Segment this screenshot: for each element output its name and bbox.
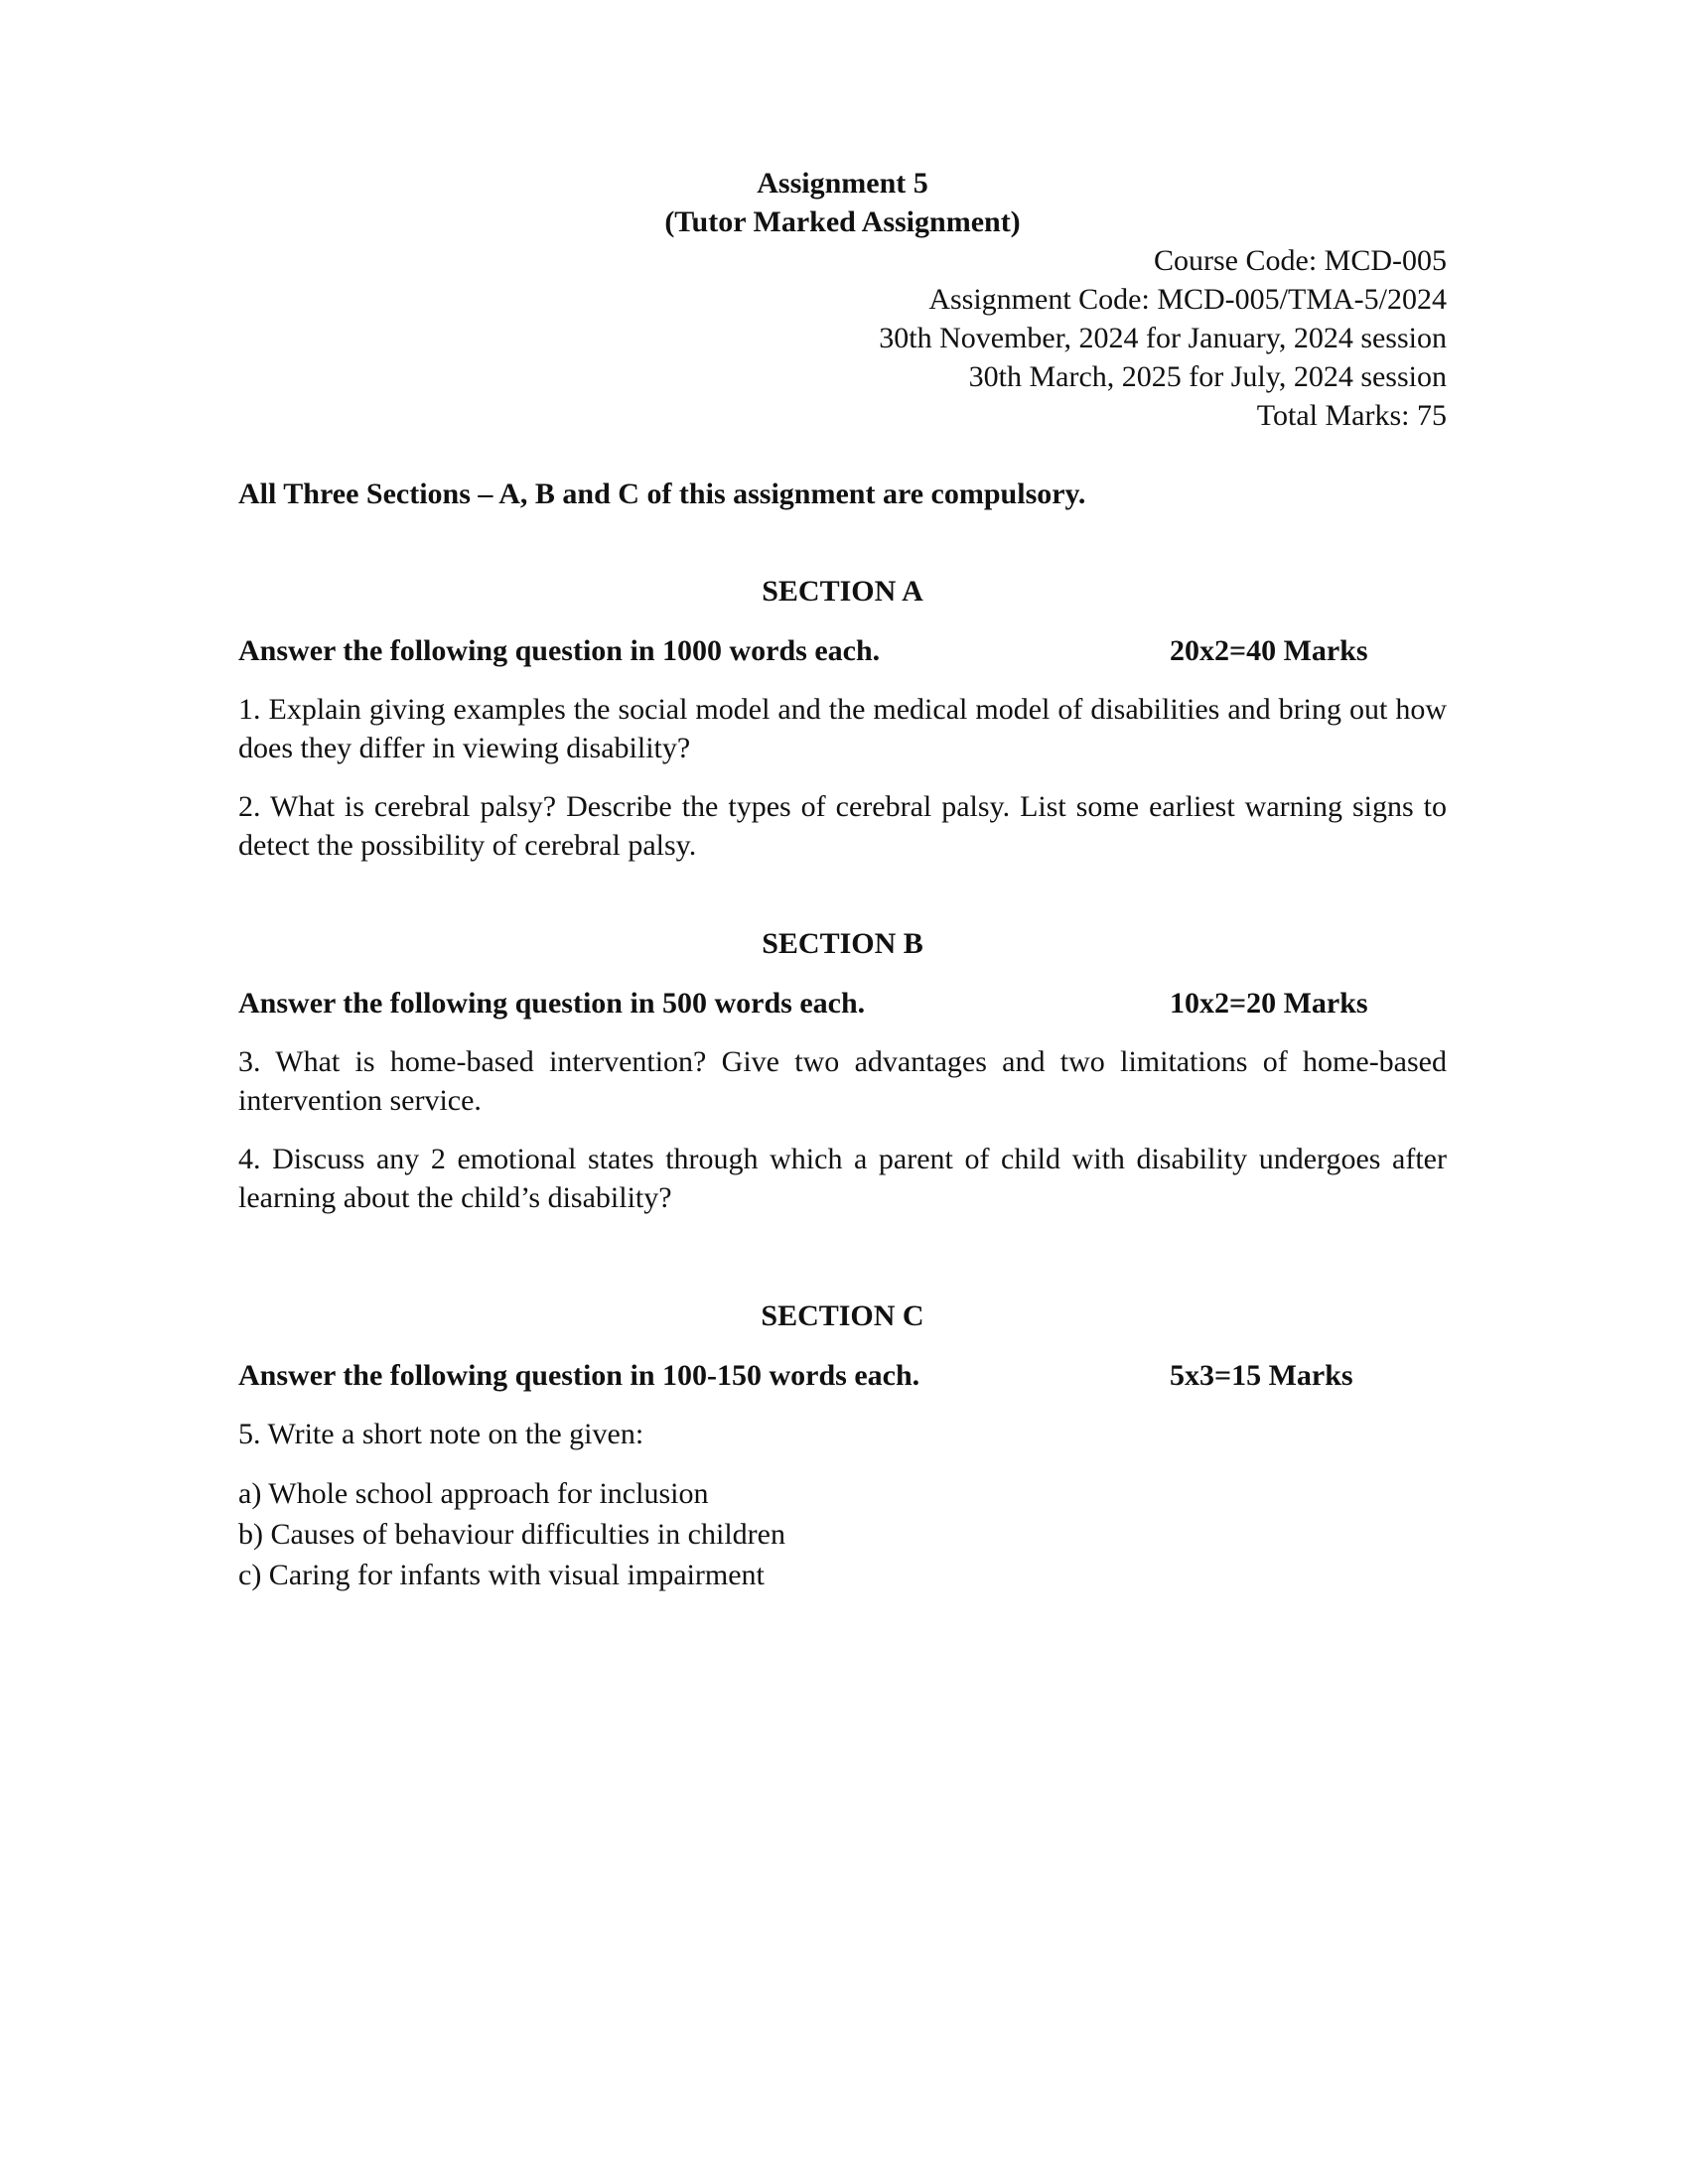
question-5-items [238,1473,1447,1595]
question-1: 1. Explain giving examples the social model and the medical model of disabilities and bring out how does they differ in viewing disability? [238,693,1447,764]
list-item: b) Causes of behaviour difficulties in children [238,1518,785,1551]
question-3: 3. What is home-based intervention? Give two advantages and two limitations of home-based intervention service. [238,1045,1447,1117]
list-item: c) Caring for infants with visual impairment [238,1559,765,1591]
assignment-title: Assignment 5 [757,167,928,200]
question-2: 2. What is cerebral palsy? Describe the types of cerebral palsy. List some earliest warning signs to detect the possibility of cerebral palsy. [238,790,1447,862]
deadline-july-session: 30th March, 2025 for July, 2024 session [968,360,1447,393]
question-5: 5. Write a short note on the given: [238,1418,644,1450]
section-b-marks: 10x2=20 Marks [1170,987,1368,1020]
section-c-heading: SECTION C [761,1299,924,1332]
section-a-instruction: Answer the following question in 1000 words each. [238,634,881,667]
section-b-instruction-row [238,984,1447,1023]
list-item: a) Whole school approach for inclusion [238,1477,709,1510]
section-c-instruction-row [238,1356,1447,1395]
section-a-heading: SECTION A [762,575,923,608]
course-code: Course Code: MCD-005 [1154,244,1447,277]
assignment-meta [238,241,1447,435]
assignment-code: Assignment Code: MCD-005/TMA-5/2024 [928,283,1447,316]
section-a-instruction-row [238,631,1447,670]
section-c-marks: 5x3=15 Marks [1170,1359,1353,1392]
assignment-subtitle: (Tutor Marked Assignment) [664,205,1021,238]
deadline-january-session: 30th November, 2024 for January, 2024 session [879,322,1447,354]
section-b-instruction: Answer the following question in 500 words each. [238,987,866,1020]
total-marks: Total Marks: 75 [1256,399,1447,432]
section-b-heading: SECTION B [762,927,923,960]
section-c-instruction: Answer the following question in 100-150 words each. [238,1359,920,1392]
question-4: 4. Discuss any 2 emotional states through which a parent of child with disability undergoes after learning about the child’s disability? [238,1143,1447,1214]
section-a-marks: 20x2=40 Marks [1170,634,1368,667]
compulsory-instruction: All Three Sections – A, B and C of this assignment are compulsory. [238,478,1086,510]
